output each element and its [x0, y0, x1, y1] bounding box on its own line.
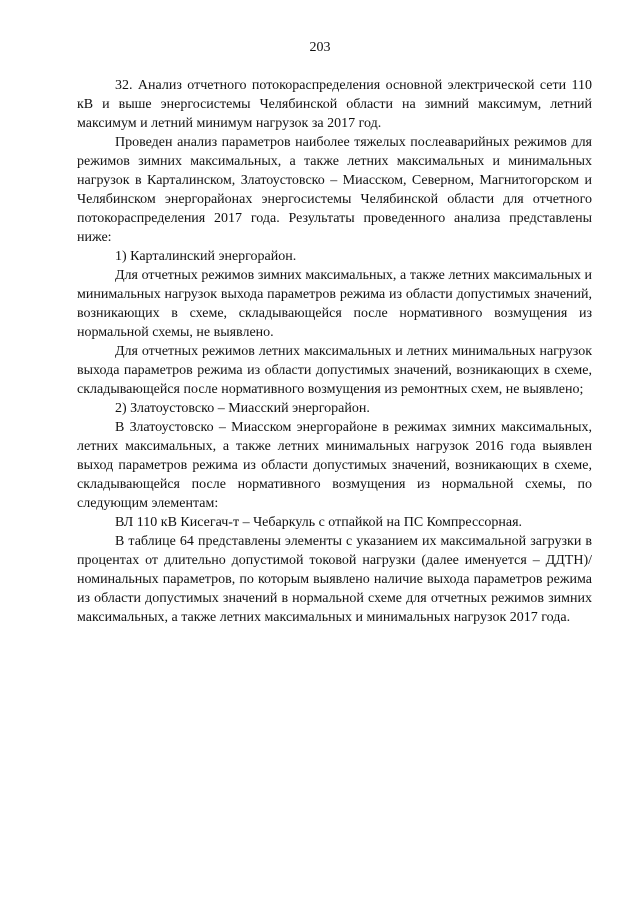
paragraph-kartaly-normal: Для отчетных режимов зимних максимальных, а также летних максимальных и минимальных нагрузок выхода параметров режима из области допустимых значений, возникающих в схеме, складывающейся после нормативного возмущения из нормальной схемы, не выявлено. — [77, 268, 592, 340]
paragraph-intro: Проведен анализ параметров наиболее тяжелых послеаварийных режимов для режимов зимних максимальных, а также летних максимальных и минимальных нагрузок в Карталинском, Златоустовско – Миасском, Северном, Магнитогорском и Челябинском энергорайонах энергосистемы Челябинской области для отчетного потокораспределения 2017 года. Результаты проведенного анализа представлены ниже: — [77, 135, 592, 245]
paragraph-kartaly-repair: Для отчетных режимов летних максимальных и летних минимальных нагрузок выхода параметров режима из области допустимых значений, возникающих в схеме, складывающейся после нормативного возмущения из ремонтных схем, не выявлено; — [77, 344, 592, 397]
subsection-heading-zlatoust-miass: 2) Златоустовско – Миасский энергорайон. — [115, 401, 370, 416]
paragraph-power-line: ВЛ 110 кВ Кисегач-т – Чебаркуль с отпайкой на ПС Компрессорная. — [115, 515, 523, 530]
document-body — [77, 76, 592, 627]
page-number: 203 — [309, 40, 331, 55]
section-heading: 32. Анализ отчетного потокораспределения основной электрической сети 110 кВ и выше энергосистемы Челябинской области на зимний максимум, летний максимум и летний минимум нагрузок за 2017 год. — [77, 78, 592, 131]
subsection-heading-kartaly: 1) Карталинский энергорайон. — [115, 249, 297, 264]
paragraph-zlatoust-miass: В Златоустовско – Миасском энергорайоне в режимах зимних максимальных, летних максимальных, а также летних минимальных нагрузок 2016 года выявлен выход параметров режима из области допустимых значений, возникающих в схеме, складывающейся после нормативного возмущения из нормальной схемы, по следующим элементам: — [77, 420, 592, 511]
paragraph-table-reference: В таблице 64 представлены элементы с указанием их максимальной загрузки в процентах от длительно допустимой токовой нагрузки (далее именуется – ДДТН)/номинальных параметров, по которым выявлено наличие выхода параметров режима из области допустимых значений в нормальной схеме для отчетных режимов зимних максимальных, а также летних максимальных и минимальных нагрузок 2017 года. — [77, 534, 592, 625]
